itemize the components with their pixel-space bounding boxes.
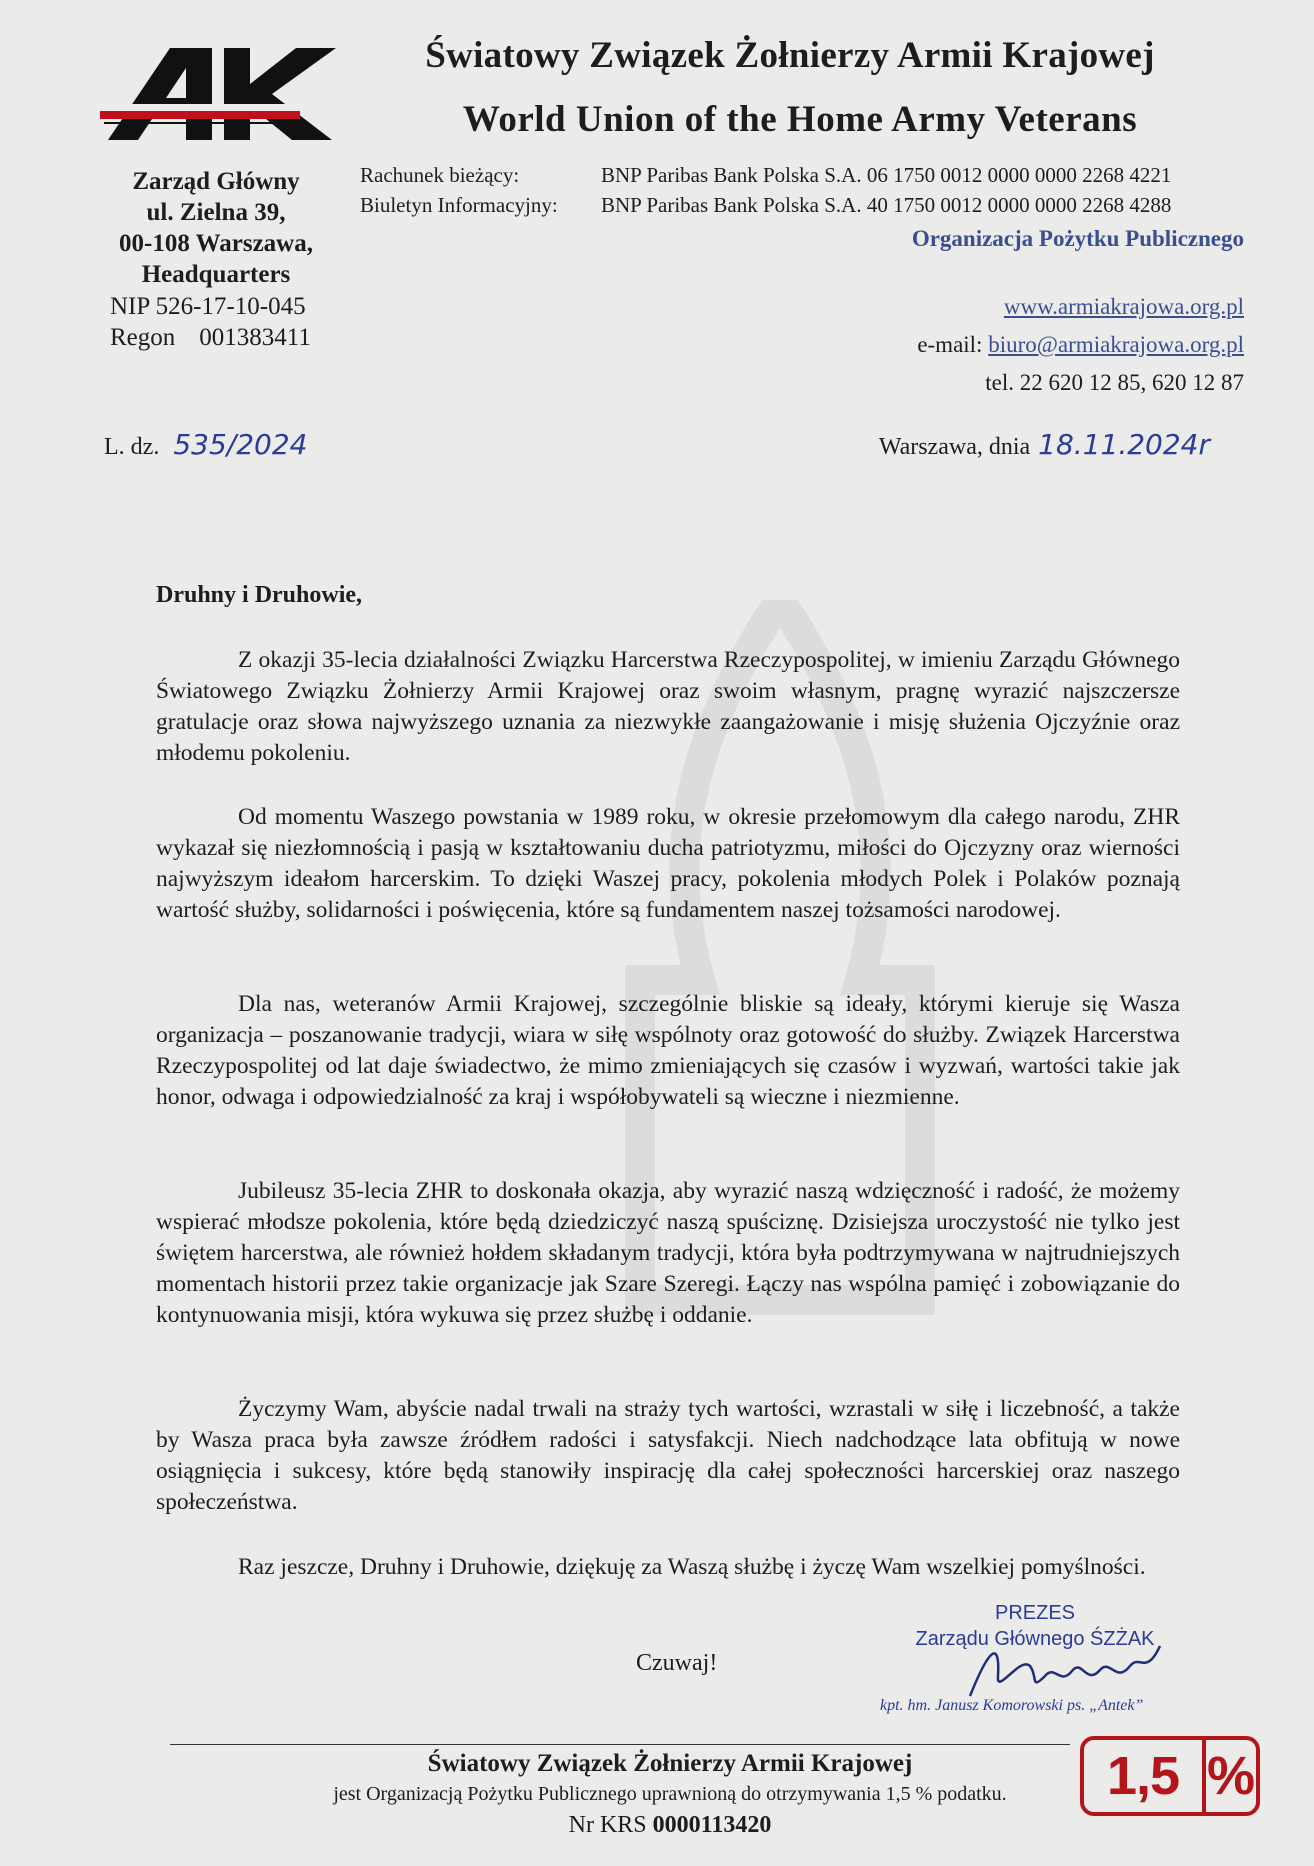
regon-value: 001383411 — [199, 324, 311, 351]
letter-date — [879, 428, 1210, 461]
footer-note: jest Organizacją Pożytku Publicznego uprawnioną do otrzymywania 1,5 % podatku. — [333, 1783, 1007, 1805]
bank-accounts — [360, 160, 1171, 220]
signatory-name: kpt. hm. Janusz Komorowski ps. „Antek” — [880, 1697, 1144, 1714]
regon — [110, 322, 311, 353]
account-label: Biuletyn Informacyjny: — [360, 193, 558, 217]
paragraph: Z okazji 35-lecia działalności Związku Harcerstwa Rzeczypospolitej, w imieniu Zarządu Głównego Światowego Związku Żołnierzy Armii Krajowej oraz swoim własnym, pragnę wyrazić najszczersze gratulacje oraz słowa najwyższego uznania za niezwykłe zaangażowanie i misję służenia Ojczyźnie oraz młodemu pokoleniu. — [156, 647, 1180, 766]
footer-divider — [170, 1744, 1070, 1745]
paragraph: Raz jeszcze, Druhny i Druhowie, dziękuję za Waszą służbę i życzę Wam wszelkiej pomyślności. — [238, 1554, 1146, 1580]
account-row — [360, 160, 1171, 190]
hq-line: Zarząd Główny — [132, 168, 300, 195]
org-title-en: World Union of the Home Army Veterans — [462, 99, 1138, 140]
paragraph: Od momentu Waszego powstania w 1989 roku, w okresie przełomowym dla całego narodu, ZHR wykazał się niezłomnością i pasją w kształtowaniu ducha patriotyzmu, miłości do Ojczyzny oraz wierności najwyższym ideałom harcerskim. To dzięki Waszej pracy, pokolenia młodych Polek i Polaków poznają wartość służby, solidarności i poświęcenia, które są fundamentem naszej tożsamości narodowej. — [156, 804, 1180, 923]
account-row — [360, 190, 1171, 220]
salutation: Druhny i Druhowie, — [156, 582, 363, 608]
hq-line: Headquarters — [141, 261, 291, 288]
account-label: Rachunek bieżący: — [360, 163, 520, 187]
hq-line: ul. Zielna 39, — [146, 199, 286, 226]
footer-krs — [270, 1808, 1070, 1842]
regon-label: Regon — [110, 324, 176, 351]
krs-label: Nr KRS — [568, 1812, 647, 1838]
account-value: BNP Paribas Bank Polska S.A. 40 1750 0012 0000 0000 2268 4288 — [601, 193, 1172, 217]
ref-label: L. dz. — [104, 434, 160, 460]
footer — [270, 1748, 1070, 1842]
footer-title: Światowy Związek Żołnierzy Armii Krajowej — [427, 1750, 913, 1777]
krs-value: 0000113420 — [652, 1812, 772, 1838]
email-link[interactable]: biuro@armiakrajowa.org.pl — [988, 332, 1244, 357]
paragraph: Życzymy Wam, abyście nadal trwali na straży tych wartości, wzrastali w siłę i liczebność, a także by Wasza praca była zawsze źródłem radości i satysfakcji. Niech nadchodzące lata obfitują w nowe osiągnięcia i sukcesy, które będą stanowiły inspirację dla całej społeczności harcerskiej oraz naszego społeczeństwa. — [156, 1396, 1180, 1515]
org-title-pl: Światowy Związek Żołnierzy Armii Krajowej — [425, 35, 1155, 76]
contact-info — [917, 288, 1244, 402]
handwritten-signature — [960, 1636, 1170, 1706]
website-link[interactable]: www.armiakrajowa.org.pl — [1003, 294, 1244, 319]
nip: NIP 526-17-10-045 — [110, 293, 306, 320]
email-label: e-mail: — [917, 332, 983, 357]
paragraph: Jubileusz 35-lecia ZHR to doskonała okazja, aby wyrazić naszą wdzięczność i radość, że możemy wspierać młodsze pokolenia, które będą dziedziczyć naszą spuściznę. Dzisiejsza uroczystość nie tylko jest świętem harcerstwa, ale również hołdem składanym tradycji, która była podtrzymywana w najtrudniejszych momentach historii przez takie organizacje jak Szare Szeregi. Łączy nas wspólna pamięć i zobowiązanie do kontynuowania misji, która wykuwa się przez służbę i oddanie. — [156, 1178, 1180, 1328]
phone: tel. 22 620 12 85, 620 12 87 — [985, 370, 1244, 395]
tax-ids — [110, 291, 311, 353]
signature-org: Zarządu Głównego ŚZŻAK — [915, 1628, 1155, 1650]
hq-line: 00-108 Warszawa, — [119, 230, 313, 257]
date-handwritten: 18.11.2024r — [1038, 428, 1210, 461]
paragraph: Dla nas, weteranów Armii Krajowej, szczególnie bliskie są ideały, którymi kieruje się Wasza organizacja – poszanowanie tradycji, wiara w siłę wspólnoty oraz gotowość do służby. Związek Harcerstwa Rzeczypospolitej od lat daje świadectwo, że mimo zmieniających się czasów i wyzwań, wartości takie jak honor, odwaga i odpowiedzialność za kraj i współobywateli są wieczne i niezmienne. — [156, 991, 1180, 1110]
badge-percent: % — [1206, 1746, 1255, 1806]
reference-number — [104, 428, 307, 461]
one-and-half-percent-badge — [1080, 1736, 1260, 1816]
date-label: Warszawa, dnia — [878, 434, 1031, 460]
signature-role: PREZES — [994, 1602, 1076, 1624]
opp-stamp: Organizacja Pożytku Publicznego — [911, 226, 1244, 251]
ak-logo — [100, 44, 364, 144]
headquarters-address — [92, 166, 340, 290]
closing: Czuwaj! — [636, 1650, 718, 1676]
account-value: BNP Paribas Bank Polska S.A. 06 1750 0012 0000 0000 2268 4221 — [601, 163, 1172, 187]
ref-number-handwritten: 535/2024 — [173, 428, 308, 461]
badge-number: 1,5 — [1106, 1746, 1180, 1806]
